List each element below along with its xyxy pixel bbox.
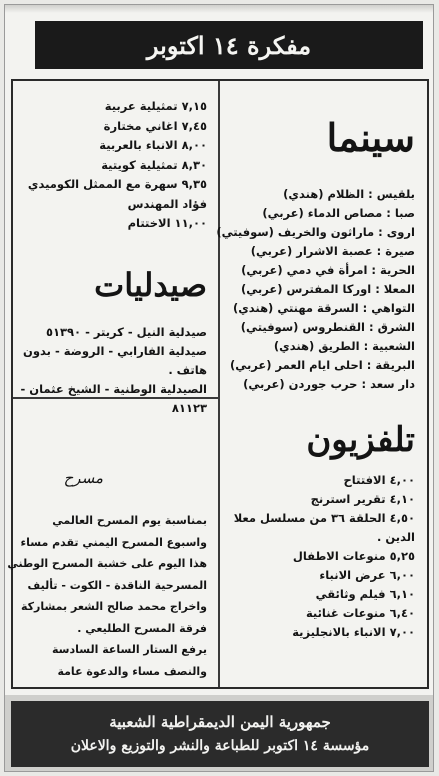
top-clipping-edge [5, 5, 433, 13]
cinema-item: دار سعد : حرب جوردن (عربي) [243, 377, 415, 391]
cinema-item: المعلا : اوركا المفترس (عربي) [241, 282, 415, 296]
tv-item: ٦,١٠ فيلم وثائقي [315, 587, 415, 601]
pharmacy-line: صيدلية النيل - كريتر - ٥١٣٩٠ [45, 325, 207, 339]
theatre-line: واسبوع المسرح اليمني تقدم مساء [20, 535, 207, 549]
theatre-line: واخراج محمد صالح الشعر بمشاركة [20, 600, 207, 613]
cinema-item: التواهي : السرقة مهنتي (هندي) [232, 301, 415, 315]
cinema-item: الشرق : القنطروس (سوفيتي) [240, 320, 415, 334]
schedule-item: فؤاد المهندس [127, 196, 207, 211]
tv-item: الدين . [377, 530, 415, 544]
publisher-name: مؤسسة ١٤ اكتوبر للطباعة والنشر والتوزيع والاعلان [70, 738, 370, 754]
theatre-line: فرقة المسرح الطليعي . [77, 621, 207, 635]
pharmacy-line: هاتف . [168, 363, 207, 377]
schedule-item: ٨,٣٠ تمثيلية كويتية [101, 157, 207, 172]
theatre-line: هذا اليوم على خشبة المسرح الوطني [7, 557, 207, 570]
tv-item: ٦,٠٠ عرض الانباء [319, 568, 415, 582]
theatre-line: والنصف مساء والدعوة عامة [57, 664, 207, 678]
publisher-banner [11, 701, 429, 767]
cinema-item: البريقة : احلى ايام العمر (عربي) [230, 358, 415, 372]
pharmacies-heading: صيدليات [94, 266, 207, 304]
schedule-item: ٧,٤٥ اغاني مختارة [103, 118, 207, 133]
evening-schedule-list [28, 97, 207, 234]
pharmacies-list [21, 323, 207, 418]
schedule-item: ١١,٠٠ الاختتام [127, 216, 207, 230]
cinema-list [216, 185, 415, 394]
publisher-footer [5, 695, 433, 772]
cinema-item: بلقيس : الظلام (هندي) [283, 187, 415, 201]
pharmacy-line: ٨١١٢٣ [171, 401, 207, 415]
television-heading: تلفزيون [306, 420, 415, 460]
cinema-item: صيرة : عصبة الاشرار (عربي) [250, 244, 415, 258]
theatre-line: المسرحية الناقدة - الكوت - تأليف [27, 578, 207, 592]
cinema-heading: سينما [326, 115, 415, 160]
column-title: مفكرة ١٤ اكتوبر [146, 30, 312, 60]
newspaper-page [4, 4, 434, 772]
theatre-text [7, 510, 207, 682]
tv-item: ٤,٠٠ الافتتاح [343, 473, 415, 487]
tv-item: ٥,٢٥ منوعات الاطفال [292, 549, 415, 563]
tv-item: ٤,٥٠ الحلقة ٣٦ من مسلسل معلا [233, 511, 415, 525]
column-header [35, 21, 423, 69]
schedule-item: ٧,١٥ تمثيلية عربية [104, 99, 207, 113]
tv-item: ٧,٠٠ الانباء بالانجليزية [292, 625, 415, 639]
theatre-line: بمناسبة يوم المسرح العالمي [52, 514, 207, 527]
tv-item: ٦,٤٠ منوعات غنائية [305, 606, 415, 620]
cinema-item: الشعبية : الطريق (هندي) [273, 339, 415, 353]
pharmacy-line: صيدلية الفارابي - الروضة - بدون [23, 344, 207, 358]
schedule-item: ٩,٣٥ سهرة مع الممثل الكوميدي [27, 177, 207, 191]
pharmacy-line: الصيدلية الوطنية - الشيخ عثمان - [20, 382, 207, 396]
cinema-item: اروى : ماراثون والخريف (سوفيتي) [216, 225, 415, 239]
tv-item: ٤,١٠ تقرير استرنج [310, 492, 415, 506]
theatre-heading: مسرح [63, 469, 103, 487]
country-name: جمهورية اليمن الديمقراطية الشعبية [109, 713, 331, 731]
cinema-item: الحرية : امرأة في دمي (عربي) [241, 263, 415, 277]
television-list [234, 471, 415, 642]
theatre-line: يرفع الستار الساعة السادسة [52, 643, 207, 656]
schedule-item: ٨,٠٠ الانباء بالعربية [99, 138, 207, 152]
cinema-item: صبا : مصاص الدماء (عربي) [262, 206, 415, 220]
